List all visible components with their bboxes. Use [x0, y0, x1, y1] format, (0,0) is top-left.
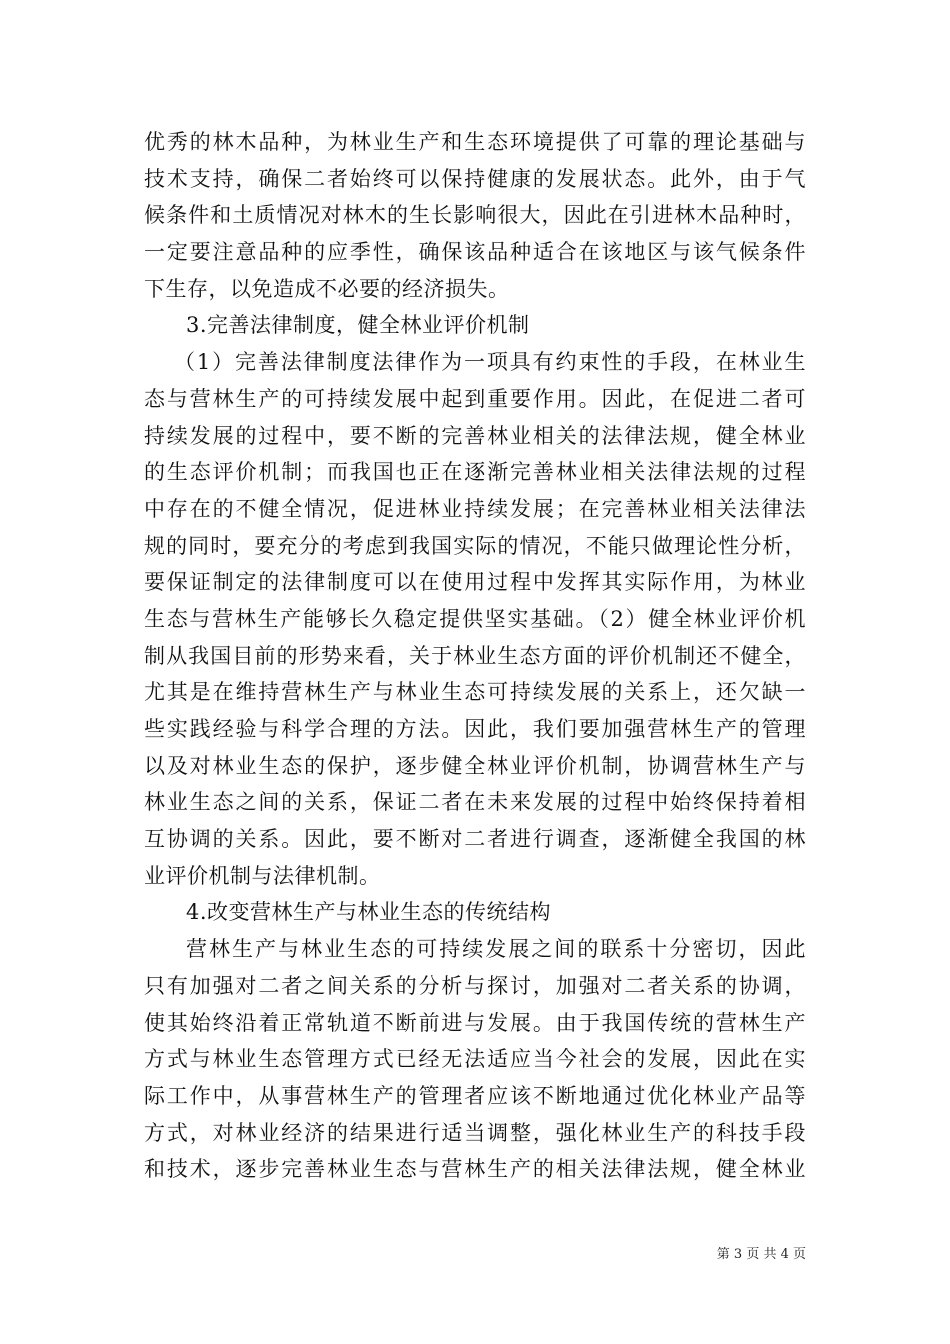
body-line-7: （1）完善法律制度法律作为一项具有约束性的手段，在林业生: [174, 350, 806, 375]
body-line-21: 业评价机制与法律机制。: [144, 863, 381, 888]
body-line-8: 态与营林生产的可持续发展中起到重要作用。因此，在促进二者可: [144, 386, 806, 411]
body-line-16: 尤其是在维持营林生产与林业生态可持续发展的关系上，还欠缺一: [144, 680, 806, 705]
body-line-19: 林业生态之间的关系，保证二者在未来发展的过程中始终保持着相: [144, 790, 806, 815]
body-line-29: 和技术，逐步完善林业生态与营林生产的相关法律法规，健全林业: [144, 1157, 806, 1182]
section-heading-4: 4.改变营林生产与林业生态的传统结构: [186, 900, 552, 925]
body-line-18: 以及对林业生态的保护，逐步健全林业评价机制，协调营林生产与: [144, 753, 806, 778]
body-line-5: 下生存，以免造成不必要的经济损失。: [144, 276, 510, 301]
body-line-25: 使其始终沿着正常轨道不断前进与发展。由于我国传统的营林生产: [144, 1010, 806, 1035]
body-line-2: 技术支持，确保二者始终可以保持健康的发展状态。此外，由于气: [144, 166, 806, 191]
body-line-28: 方式，对林业经济的结果进行适当调整，强化林业生产的科技手段: [144, 1120, 806, 1145]
body-line-9: 持续发展的过程中，要不断的完善林业相关的法律法规，健全林业: [144, 423, 806, 448]
document-body: [144, 124, 806, 1188]
body-line-15: 制从我国目前的形势来看，关于林业生态方面的评价机制还不健全，: [144, 643, 806, 668]
body-line-27: 际工作中，从事营林生产的管理者应该不断地通过优化林业产品等: [144, 1083, 806, 1108]
body-line-10: 的生态评价机制；而我国也正在逐渐完善林业相关法律法规的过程: [144, 460, 806, 485]
body-line-11: 中存在的不健全情况，促进林业持续发展；在完善林业相关法律法: [144, 496, 806, 521]
page-number-footer: 第 3 页 共 4 页: [716, 1247, 806, 1262]
body-line-20: 互协调的关系。因此，要不断对二者进行调查，逐渐健全我国的林: [144, 827, 806, 852]
body-line-3: 候条件和土质情况对林木的生长影响很大，因此在引进林木品种时，: [144, 203, 806, 228]
body-line-17: 些实践经验与科学合理的方法。因此，我们要加强营林生产的管理: [144, 717, 806, 741]
body-line-24: 只有加强对二者之间关系的分析与探讨，加强对二者关系的协调，: [144, 973, 806, 998]
body-line-14: 生态与营林生产能够长久稳定提供坚实基础。（2）健全林业评价机: [144, 606, 806, 631]
body-line-26: 方式与林业生态管理方式已经无法适应当今社会的发展，因此在实: [144, 1047, 806, 1072]
body-line-13: 要保证制定的法律制度可以在使用过程中发挥其实际作用，为林业: [144, 570, 806, 595]
body-line-4: 一定要注意品种的应季性，确保该品种适合在该地区与该气候条件: [144, 240, 806, 265]
body-line-1: 优秀的林木品种，为林业生产和生态环境提供了可靠的理论基础与: [144, 130, 806, 154]
body-line-23: 营林生产与林业生态的可持续发展之间的联系十分密切，因此: [186, 937, 806, 962]
section-heading-3: 3.完善法律制度，健全林业评价机制: [186, 313, 530, 338]
body-line-12: 规的同时，要充分的考虑到我国实际的情况，不能只做理论性分析，: [144, 533, 806, 558]
